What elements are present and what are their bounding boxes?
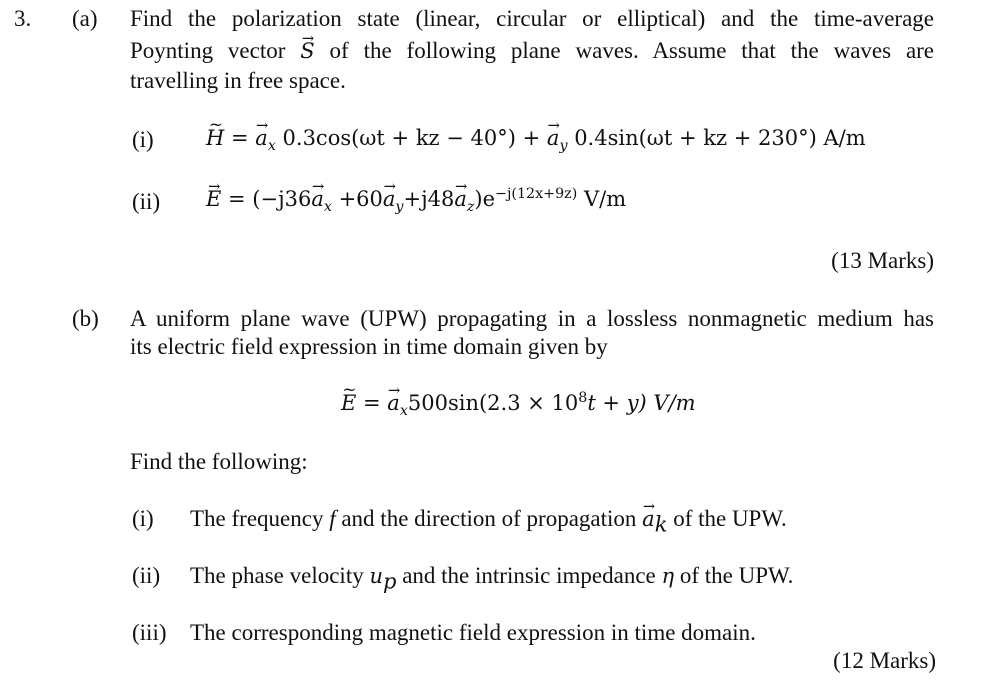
unit: V/m <box>577 187 627 211</box>
part-b-item-ii-label: (ii) <box>132 563 161 588</box>
part-b-equation <box>341 390 696 419</box>
eq-b-part-2: t + y) V/m <box>587 391 696 415</box>
propagation-direction-symbol: → a <box>642 507 655 531</box>
part-a-marks: (13 Marks) <box>831 248 934 273</box>
part-b-marks: (12 Marks) <box>833 648 936 673</box>
part-b-item-iii-label: (iii) <box>132 620 167 645</box>
part-b-line-1: A uniform plane wave (UPW) propagating in a lossless nonmagnetic medium has <box>130 306 934 331</box>
sub-k: k <box>654 512 668 537</box>
part-b-item-i-label: (i) <box>132 506 154 531</box>
eq-part-2: +60 <box>331 187 383 211</box>
part-a-item-i-equation <box>206 126 866 154</box>
item-i-mid: and the direction of propagation <box>335 506 643 531</box>
sub-p: p <box>383 569 397 594</box>
sub-y-2: y <box>395 199 404 216</box>
sub-x-b: x <box>399 403 408 420</box>
question-number: 3. <box>14 6 32 31</box>
eq-b-part-1: 500sin(2.3 × 10 <box>407 391 579 415</box>
exponent-b: 8 <box>578 390 588 406</box>
sub-x-2: x <box>323 199 332 216</box>
eq-part-3: +j48 <box>403 187 455 211</box>
frequency-symbol: f <box>329 506 336 531</box>
e-tilde-symbol: ~ E <box>341 391 356 415</box>
part-b-line-2: its electric field expression in time domain given by <box>130 334 608 359</box>
part-a-line-2-start: Poynting vector <box>130 38 286 63</box>
part-a-label: (a) <box>72 6 98 31</box>
exponent: −j(12x+9z) <box>495 186 578 202</box>
item-ii-mid: and the intrinsic impedance <box>396 563 662 588</box>
part-b-item-i-text <box>190 506 787 537</box>
item-i-post: of the UPW. <box>667 506 787 531</box>
a-z-direction: → a <box>454 187 467 211</box>
term-1: 0.3cos(ωt + kz − 40°) + <box>275 126 547 150</box>
poynting-vector-symbol: → S <box>300 39 314 63</box>
part-b-item-ii-text <box>190 563 793 594</box>
term-2: 0.4sin(ωt + kz + 230°) A/m <box>567 126 866 150</box>
part-a-line-2-end: of the following plane waves. Assume that the waves are <box>329 38 935 63</box>
item-i-pre: The frequency <box>190 506 330 531</box>
a-y-direction-2: → a <box>383 187 396 211</box>
eq-part-1: = (−j36 <box>221 187 312 211</box>
item-ii-post: of the UPW. <box>674 563 794 588</box>
part-b-label: (b) <box>72 306 99 331</box>
part-b-item-iii-text: The corresponding magnetic field expression in time domain. <box>190 620 756 645</box>
part-a-line-2 <box>130 38 934 64</box>
part-a-item-ii-label: (ii) <box>132 189 161 214</box>
item-ii-pre: The phase velocity <box>190 563 370 588</box>
sub-y: y <box>559 138 568 155</box>
part-a-item-ii-equation <box>206 186 626 215</box>
find-following: Find the following: <box>130 449 308 474</box>
part-a-line-1: Find the polarization state (linear, circular or elliptical) and the time-average <box>130 6 934 31</box>
e-field-symbol: → E <box>206 187 221 211</box>
a-x-direction-2: → a <box>311 187 324 211</box>
eq-sign: = <box>224 126 256 150</box>
impedance-symbol: η <box>661 564 675 588</box>
eq-sign-b: = <box>356 391 388 415</box>
part-a-line-3: travelling in free space. <box>130 68 346 93</box>
part-a-item-i-label: (i) <box>132 127 154 152</box>
h-field-symbol: ~ H <box>206 126 224 150</box>
sub-z: z <box>466 199 475 216</box>
sub-x: x <box>267 138 276 155</box>
a-y-direction: → a <box>547 126 560 150</box>
phase-velocity-symbol: u <box>369 564 383 588</box>
a-x-direction-b: → a <box>387 391 400 415</box>
eq-part-4: )e <box>474 187 496 211</box>
a-x-direction: → a <box>255 126 268 150</box>
